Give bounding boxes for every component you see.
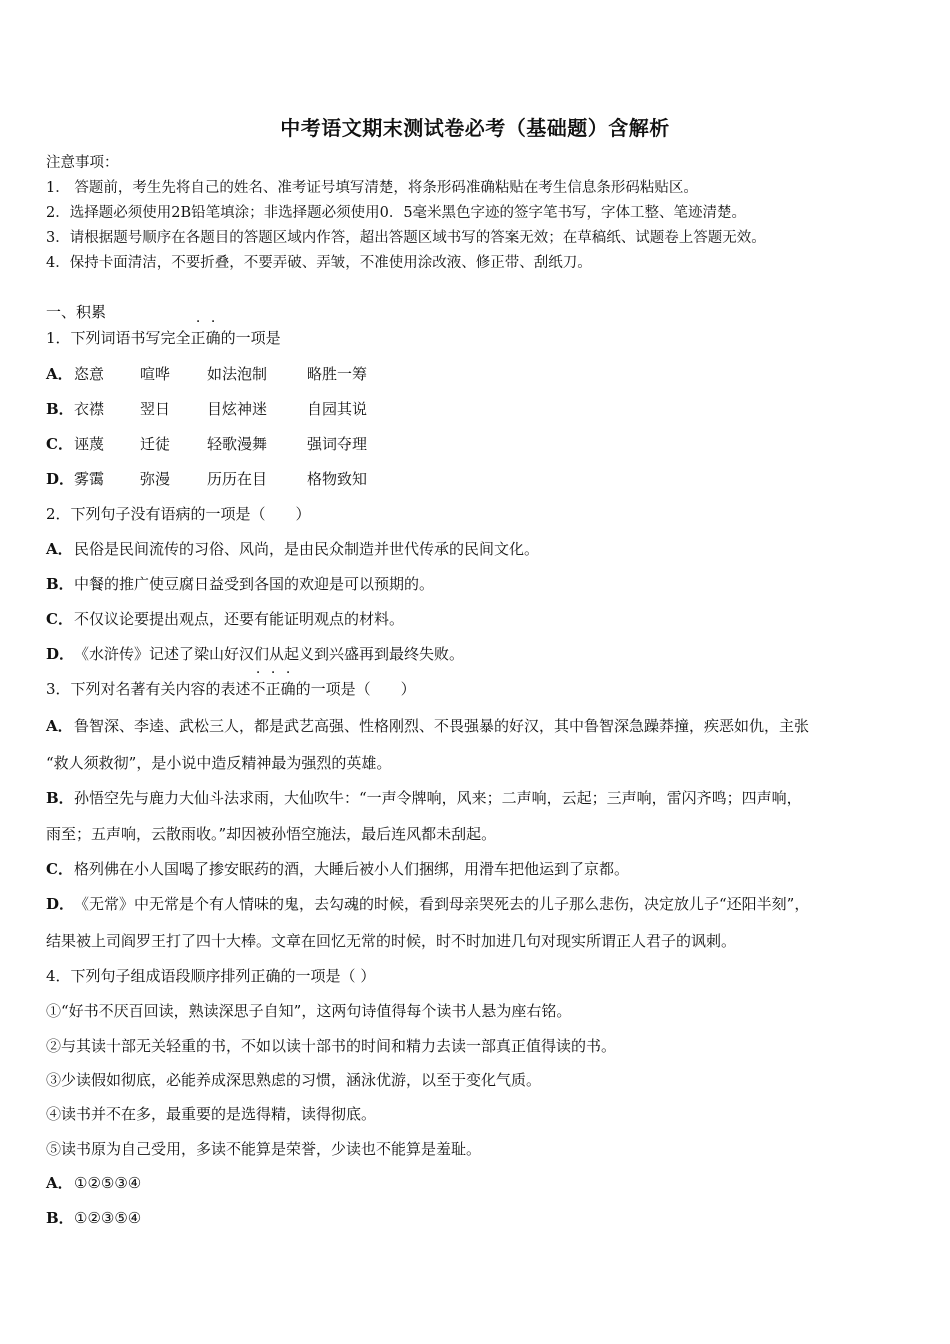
- note-item: 1． 答题前，考生先将自己的姓名、准考证号填写清楚，将条形码准确粘贴在考生信息条形码粘贴区。: [46, 180, 698, 196]
- word: 喧哗: [140, 365, 171, 383]
- option-label: D．: [46, 645, 75, 663]
- question-1-stem: [46, 328, 281, 348]
- sentence-item: ⑤读书原为自己受用，多读不能算是荣誉，少读也不能算是羞耻。: [46, 1140, 482, 1158]
- option-c: [46, 434, 367, 454]
- option-label: B．: [46, 400, 74, 418]
- option-text: 鲁智深、李逵、武松三人，都是武艺高强、性格刚烈、不畏强暴的好汉，其中鲁智深急躁莽撞，疾恶如仇，主张: [74, 717, 810, 735]
- word: 翌日: [140, 400, 171, 418]
- option-text: ①②③⑤④: [74, 1209, 142, 1227]
- option-a: [46, 364, 367, 384]
- option-c: [46, 859, 629, 879]
- option-a: [46, 716, 809, 736]
- option-text: 民俗是民间流传的习俗、风尚，是由民众制造并世代传承的民间文化。: [74, 540, 540, 558]
- word: 历历在目: [207, 470, 268, 488]
- stem-suffix: 的一项是: [220, 329, 281, 347]
- word: 目炫神迷: [207, 400, 268, 418]
- emphasized-text: [191, 329, 221, 347]
- word: 衣襟: [74, 400, 105, 418]
- question-4-stem: 4．下列句子组成语段顺序排列正确的一项是（ ）: [46, 967, 376, 985]
- emphasis-dot-char: 确: [205, 329, 221, 347]
- word: 略胜一筹: [307, 365, 368, 383]
- option-label: C．: [46, 435, 73, 453]
- option-d: [46, 469, 367, 489]
- sentence-item: ④读书并不在多，最重要的是选得精，读得彻底。: [46, 1105, 377, 1123]
- emphasis-dot-char: 不: [250, 680, 266, 698]
- word: 雾霭: [74, 470, 105, 488]
- word: 诬蔑: [74, 435, 105, 453]
- option-b: [46, 399, 367, 419]
- option-b: [46, 574, 434, 594]
- option-label: C．: [46, 610, 73, 628]
- word: 轻歌漫舞: [207, 435, 268, 453]
- option-label: A．: [46, 717, 73, 735]
- sentence-item: ①“好书不厌百回读，熟读深思子自知”，这两句诗值得每个读书人悬为座右铭。: [46, 1002, 572, 1020]
- option-label: C．: [46, 860, 73, 878]
- option-text: 《无常》中无常是个有人情味的鬼，去勾魂的时候，看到母亲哭死去的儿子那么悲伤，决定放儿子“还阳半刻”，: [74, 895, 810, 913]
- stem-prefix: 1．下列词语书写完全: [46, 329, 191, 347]
- emphasis-dot-char: 确: [280, 680, 296, 698]
- option-label: A．: [46, 365, 73, 383]
- option-a: [46, 1173, 141, 1193]
- word: 恣意: [74, 365, 105, 383]
- option-text: 格列佛在小人国喝了掺安眠药的酒，大睡后被小人们捆绑，用滑车把他运到了京都。: [74, 860, 630, 878]
- option-text: 中餐的推广使豆腐日益受到各国的欢迎是可以预期的。: [74, 575, 435, 593]
- word: 强词夺理: [307, 435, 368, 453]
- word: 格物致知: [307, 470, 368, 488]
- option-text: 孙悟空先与鹿力大仙斗法求雨，大仙吹牛：“一声令牌响，风来；二声响，云起；三声响，雷闪齐鸣；四声响，: [74, 789, 802, 807]
- option-d: [46, 894, 809, 914]
- option-b-continued: 雨至；五声响，云散雨收。”却因被孙悟空施法，最后连风都未刮起。: [46, 825, 497, 843]
- sentence-item: ②与其读十部无关轻重的书，不如以读十部书的时间和精力去读一部真正值得读的书。: [46, 1037, 617, 1055]
- word: 自园其说: [307, 400, 368, 418]
- stem-prefix: 3．下列对名著有关内容的表述: [46, 680, 251, 698]
- question-2-stem: 2．下列句子没有语病的一项是（ ）: [46, 505, 311, 523]
- sentence-item: ③少读假如彻底，必能养成深思熟虑的习惯，涵泳优游，以至于变化气质。: [46, 1071, 542, 1089]
- section-heading: 一、积累: [46, 303, 107, 321]
- word: 如法泡制: [207, 365, 268, 383]
- option-a-continued: “救人须救彻”，是小说中造反精神最为强烈的英雄。: [46, 754, 392, 772]
- option-label: B．: [46, 1209, 74, 1227]
- note-item: 3．请根据题号顺序在各题目的答题区域内作答，超出答题区域书写的答案无效；在草稿纸、试题卷上答题无效。: [46, 230, 766, 246]
- note-item: 4．保持卡面清洁，不要折叠，不要弄破、弄皱，不准使用涂改液、修正带、刮纸刀。: [46, 255, 592, 271]
- option-label: A．: [46, 540, 73, 558]
- option-label: D．: [46, 470, 75, 488]
- option-a: [46, 539, 539, 559]
- option-text: 不仅议论要提出观点，还要有能证明观点的材料。: [74, 610, 405, 628]
- option-b: [46, 788, 802, 808]
- option-label: D．: [46, 895, 75, 913]
- option-b: [46, 1208, 141, 1228]
- emphasis-dot-char: 正: [265, 680, 281, 698]
- word: 弥漫: [140, 470, 171, 488]
- option-d-continued: 结果被上司阎罗王打了四十大棒。文章在回忆无常的时候，时不时加进几句对现实所谓正人君子的讽刺。: [46, 932, 737, 950]
- question-3-stem: [46, 679, 416, 699]
- emphasis-dot-char: 正: [190, 329, 206, 347]
- note-item: 2．选择题必须使用2B铅笔填涂；非选择题必须使用0．5毫米黑色字迹的签字笔书写，字体工整、笔迹清楚。: [46, 205, 747, 221]
- option-label: B．: [46, 789, 74, 807]
- option-text: ①②⑤③④: [74, 1174, 142, 1192]
- option-label: A．: [46, 1174, 73, 1192]
- emphasized-text: [251, 680, 296, 698]
- option-text: 《水浒传》记述了梁山好汉们从起义到兴盛再到最终失败。: [74, 645, 465, 663]
- word: 迁徒: [140, 435, 171, 453]
- notes-heading: 注意事项：: [46, 155, 119, 171]
- option-label: B．: [46, 575, 74, 593]
- exam-title: 中考语文期末测试卷必考（基础题）含解析: [280, 116, 670, 140]
- option-c: [46, 609, 404, 629]
- option-d: [46, 644, 464, 664]
- stem-suffix: 的一项是（ ）: [295, 680, 416, 698]
